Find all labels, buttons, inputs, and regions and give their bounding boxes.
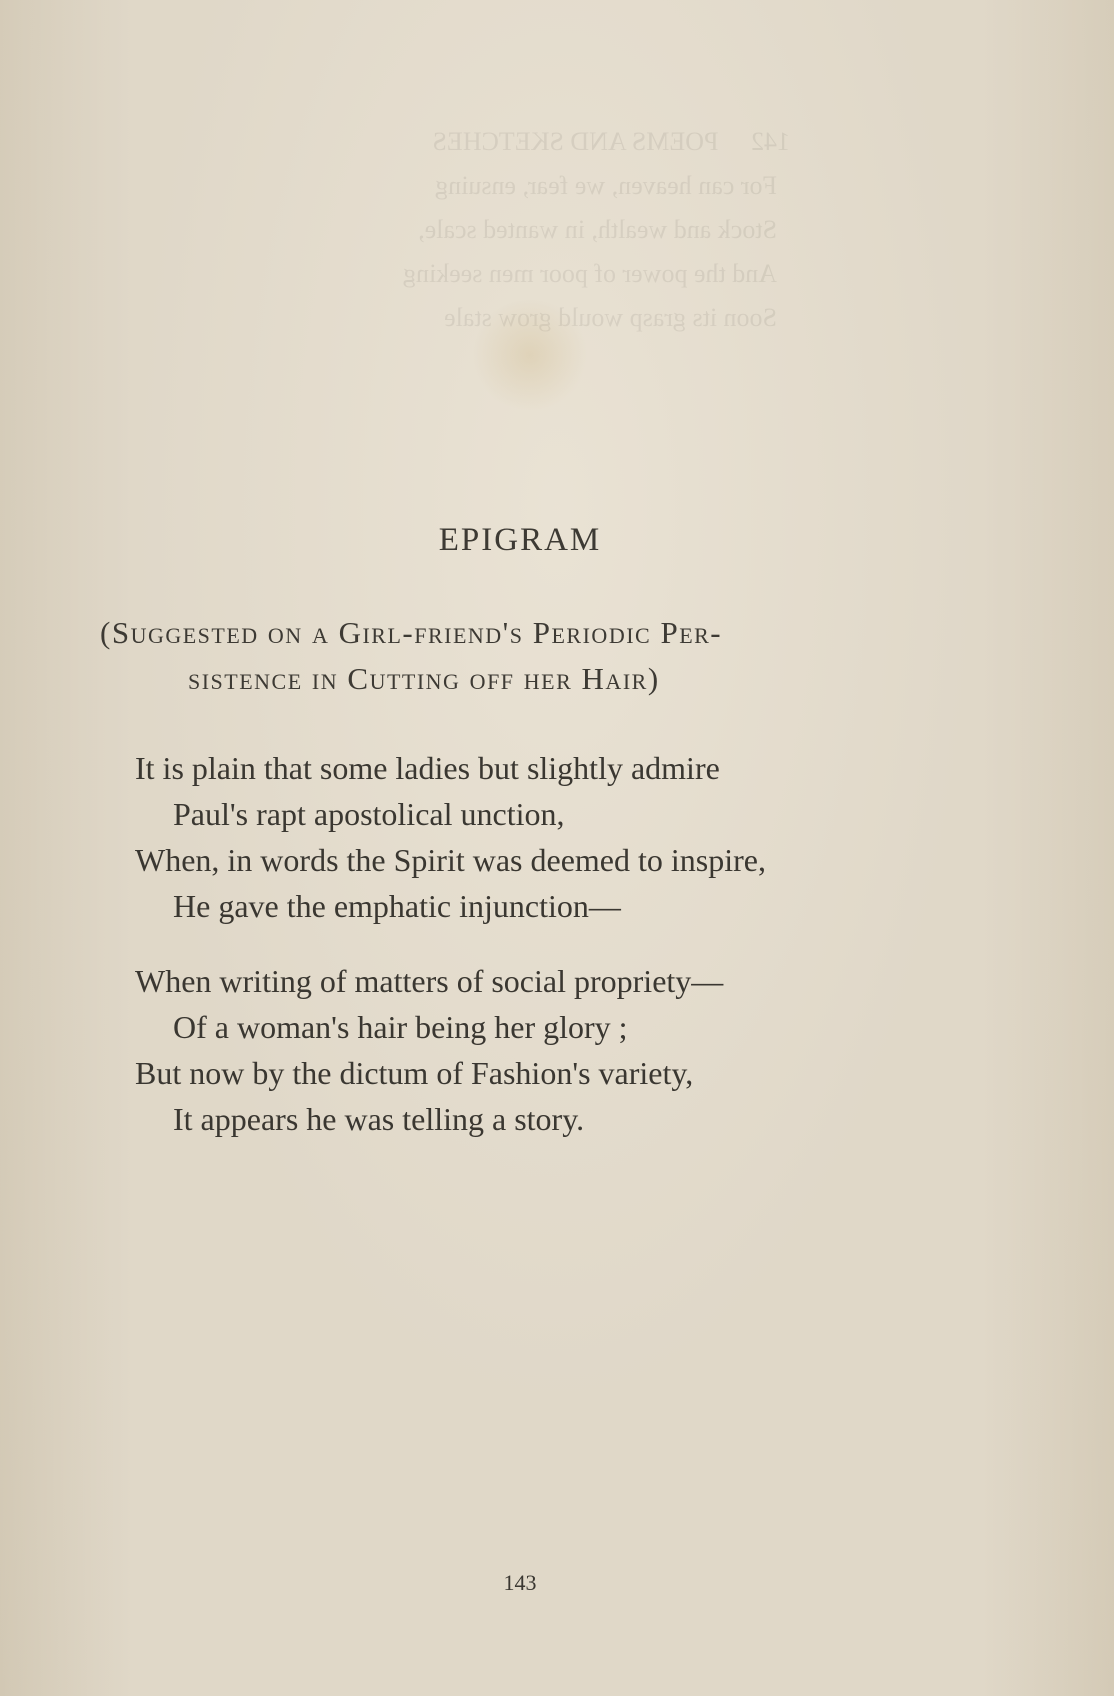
show-through-text: 142 POEMS AND SKETCHES For can heaven, we fear, ensuing Stock and wealth, in wanted scale, And the power of poor men seeking Soon its grasp would grow stale bbox=[402, 127, 790, 332]
poem-subtitle bbox=[100, 610, 930, 702]
verse-line: It appears he was telling a story. bbox=[173, 1101, 585, 1137]
verse-line: Paul's rapt apostolical unction, bbox=[173, 796, 565, 832]
paper-stain bbox=[470, 300, 590, 410]
subtitle-line-1: (Suggested on a Girl-friend's Periodic Per- bbox=[100, 615, 723, 650]
page-number: 143 bbox=[503, 1570, 537, 1595]
verse-line: It is plain that some ladies but slightly admire bbox=[135, 750, 720, 786]
subtitle-line-2: sistence in Cutting off her Hair) bbox=[188, 661, 660, 696]
verse-line: When writing of matters of social propriety— bbox=[135, 963, 724, 999]
verse-line: When, in words the Spirit was deemed to inspire, bbox=[135, 842, 766, 878]
poem-title: EPIGRAM bbox=[438, 522, 602, 558]
stanza-1 bbox=[135, 745, 935, 929]
verse-line: Of a woman's hair being her glory ; bbox=[173, 1009, 628, 1045]
stanza-2 bbox=[135, 958, 935, 1142]
verse-line: But now by the dictum of Fashion's variety, bbox=[135, 1055, 694, 1091]
verse-line: He gave the emphatic injunction— bbox=[173, 888, 621, 924]
